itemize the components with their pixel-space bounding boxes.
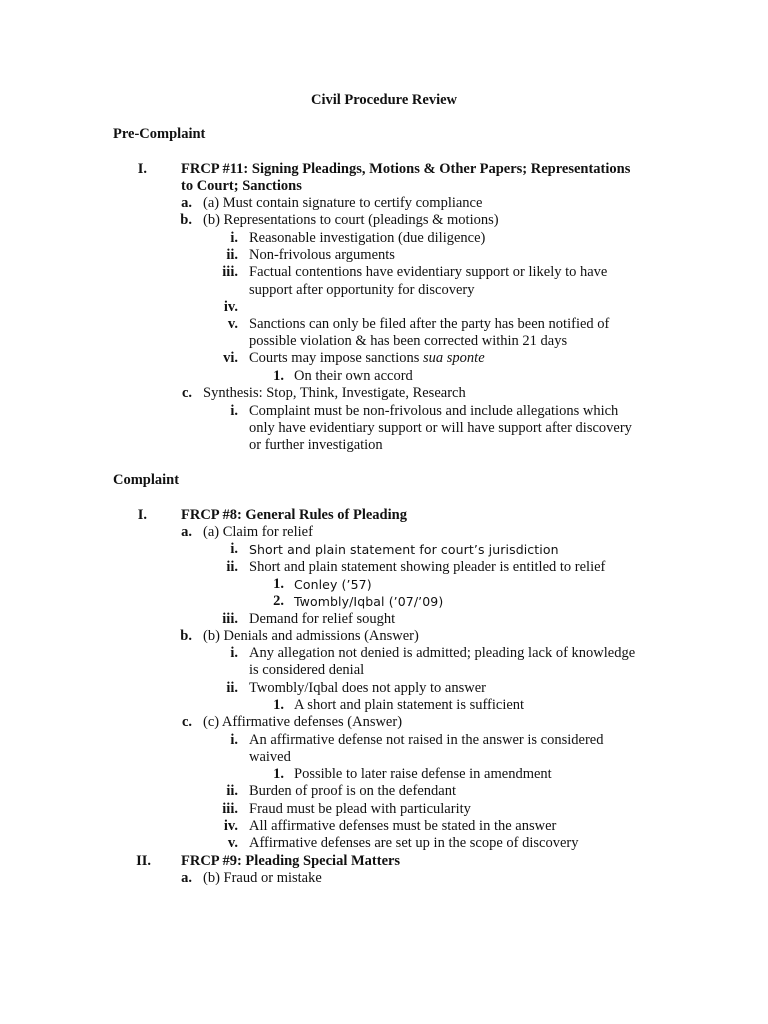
letter-marker: c. bbox=[181, 385, 192, 401]
outline-text: Factual contentions have evidentiary support or likely to have bbox=[249, 264, 608, 280]
roman-sub-marker: vi. bbox=[223, 350, 238, 366]
outline-text: (b) Denials and admissions (Answer) bbox=[203, 628, 419, 644]
outline-text: Any allegation not denied is admitted; pleading lack of knowledge bbox=[249, 645, 636, 661]
outline-text: only have evidentiary support or will have support after discovery bbox=[249, 420, 632, 436]
roman-sub-marker: i. bbox=[230, 403, 238, 419]
outline-text: An affirmative defense not raised in the answer is considered bbox=[249, 732, 604, 748]
outline-text-part: Courts may impose sanctions bbox=[249, 350, 423, 366]
outline-text: Possible to later raise defense in amendment bbox=[294, 766, 552, 782]
roman-sub-marker: v. bbox=[227, 835, 238, 851]
outline-text: Short and plain statement showing pleader is entitled to relief bbox=[249, 559, 606, 575]
roman-sub-marker: iv. bbox=[223, 299, 238, 315]
number-marker: 1. bbox=[273, 576, 284, 592]
outline-text: is considered denial bbox=[249, 662, 365, 678]
outline-text: Burden of proof is on the defendant bbox=[249, 783, 456, 799]
outline-text: waived bbox=[249, 749, 291, 765]
outline-text: (b) Fraud or mistake bbox=[203, 870, 322, 886]
letter-marker: a. bbox=[181, 195, 192, 211]
outline-text: All affirmative defenses must be stated in the answer bbox=[249, 818, 557, 834]
outline-text: On their own accord bbox=[294, 368, 413, 384]
outline-text: (b) Representations to court (pleadings & motions) bbox=[203, 212, 499, 228]
section-heading: Complaint bbox=[113, 472, 180, 488]
outline-text: (c) Affirmative defenses (Answer) bbox=[203, 714, 403, 730]
number-marker: 1. bbox=[273, 766, 284, 782]
outline-text: or further investigation bbox=[249, 437, 383, 453]
outline-text: support after opportunity for discovery bbox=[249, 282, 475, 298]
letter-marker: a. bbox=[181, 524, 192, 540]
rule-heading: FRCP #8: General Rules of Pleading bbox=[181, 507, 407, 523]
roman-sub-marker: i. bbox=[230, 645, 238, 661]
roman-sub-marker: ii. bbox=[226, 783, 238, 799]
roman-sub-marker: i. bbox=[230, 732, 238, 748]
roman-marker: I. bbox=[137, 161, 147, 177]
outline-text: Affirmative defenses are set up in the scope of discovery bbox=[249, 835, 579, 851]
italic-term: sua sponte bbox=[423, 350, 485, 366]
outline-text: Complaint must be non-frivolous and include allegations which bbox=[249, 403, 619, 419]
roman-sub-marker: i. bbox=[230, 230, 238, 246]
roman-sub-marker: i. bbox=[230, 541, 238, 557]
outline-text: Short and plain statement for court’s jurisdiction bbox=[249, 542, 559, 557]
roman-sub-marker: v. bbox=[227, 316, 238, 332]
document-title: Civil Procedure Review bbox=[310, 92, 458, 108]
outline-text: (a) Claim for relief bbox=[203, 524, 313, 540]
outline-text: Conley (’57) bbox=[294, 577, 372, 592]
roman-marker: II. bbox=[136, 853, 151, 869]
number-marker: 1. bbox=[273, 697, 284, 713]
letter-marker: b. bbox=[180, 628, 192, 644]
outline-text: Sanctions can only be filed after the party has been notified of bbox=[249, 316, 610, 332]
outline-text: Fraud must be plead with particularity bbox=[249, 801, 471, 817]
section-heading: Pre-Complaint bbox=[113, 126, 206, 142]
letter-marker: a. bbox=[181, 870, 192, 886]
roman-sub-marker: iii. bbox=[222, 611, 238, 627]
outline-text: Synthesis: Stop, Think, Investigate, Research bbox=[203, 385, 466, 401]
outline-text: Twombly/Iqbal (’07/’09) bbox=[294, 594, 444, 609]
roman-sub-marker: iii. bbox=[222, 264, 238, 280]
rule-heading: to Court; Sanctions bbox=[181, 178, 302, 194]
roman-sub-marker: iii. bbox=[222, 801, 238, 817]
roman-sub-marker: ii. bbox=[226, 247, 238, 263]
outline-text: (a) Must contain signature to certify compliance bbox=[203, 195, 483, 211]
roman-sub-marker: iv. bbox=[223, 818, 238, 834]
letter-marker: c. bbox=[181, 714, 192, 730]
rule-heading: FRCP #9: Pleading Special Matters bbox=[181, 853, 401, 869]
number-marker: 1. bbox=[273, 368, 284, 384]
outline-text: Reasonable investigation (due diligence) bbox=[249, 230, 486, 246]
letter-marker: b. bbox=[180, 212, 192, 228]
outline-text: Twombly/Iqbal does not apply to answer bbox=[249, 680, 486, 696]
outline-text: Demand for relief sought bbox=[249, 611, 396, 627]
outline-text: Non-frivolous arguments bbox=[249, 247, 395, 263]
roman-sub-marker: ii. bbox=[226, 559, 238, 575]
roman-marker: I. bbox=[137, 507, 147, 523]
outline-text: A short and plain statement is sufficient bbox=[294, 697, 525, 713]
roman-sub-marker: ii. bbox=[226, 680, 238, 696]
rule-heading: FRCP #11: Signing Pleadings, Motions & Other Papers; Representations bbox=[181, 161, 631, 177]
outline-text bbox=[249, 350, 485, 367]
number-marker: 2. bbox=[273, 593, 284, 609]
outline-text: possible violation & has been corrected within 21 days bbox=[249, 333, 568, 349]
